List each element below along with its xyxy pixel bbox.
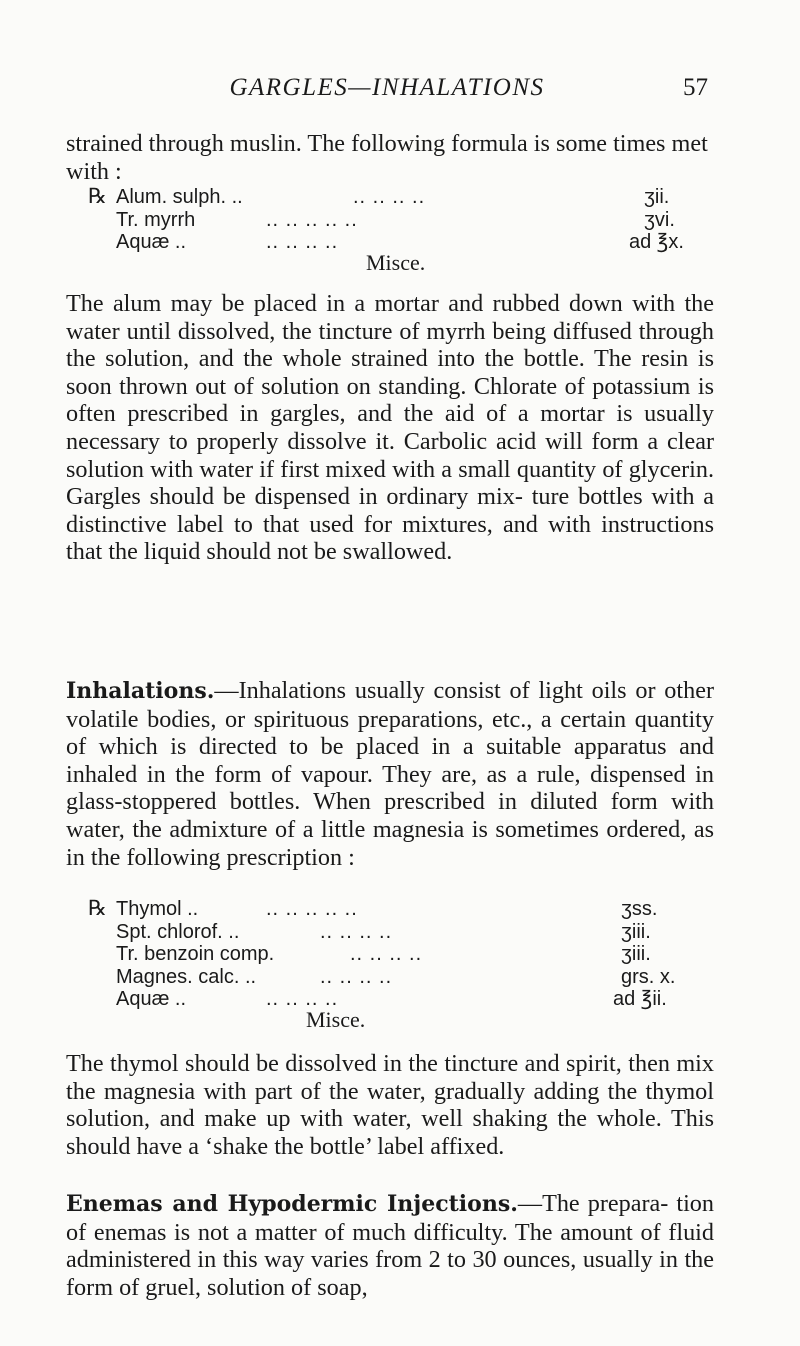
recipe-symbol: ℞ — [88, 896, 107, 920]
section-heading-enemas: Enemas and Hypodermic Injections. — [66, 1191, 518, 1217]
leader-dots: .. .. .. .. — [353, 186, 426, 208]
ingredient-quantity: ʒss. — [621, 898, 658, 920]
prescription-footer-line — [88, 1006, 738, 1034]
paragraph-enemas-text — [66, 1190, 714, 1301]
prescription-line — [88, 186, 728, 209]
paragraph-inhalations — [66, 677, 714, 871]
ingredient-quantity: grs. x. — [621, 965, 676, 988]
ingredient-name: Aquæ .. — [116, 231, 187, 253]
ingredient-name: Tr. benzoin comp. — [116, 943, 275, 965]
leader-dots: .. .. .. .. — [266, 988, 339, 1010]
paragraph-intro-text: strained through muslin. The following formula is some times met with : — [66, 130, 708, 185]
prescription-line — [88, 966, 738, 989]
ingredient-name: Tr. myrrh — [116, 208, 196, 231]
ingredient-quantity: ʒiii. — [621, 920, 651, 943]
ingredient-name: Spt. chlorof. .. — [116, 920, 240, 943]
ingredient-name: Aquæ .. — [116, 988, 187, 1010]
recipe-symbol: ℞ — [88, 184, 107, 208]
prescription-gargle — [88, 186, 728, 276]
paragraph-thymol — [66, 1050, 714, 1160]
leader-dots: .. .. .. .. .. — [266, 898, 358, 920]
running-head — [66, 74, 708, 114]
inhalations-body: —Inhalations usually consist of light oils or other volatile bodies, or spirituous preparations, etc., a certain quantity of which is directed to be placed in a suitable apparatus and inhaled in the form of vapour. They are, as a rule, dispensed in glass-stoppered bottles. When prescribed in diluted form with water, the admixture of a little magnesia is sometimes ordered, as in the following prescription : — [66, 677, 714, 871]
leader-dots: .. .. .. .. .. — [266, 208, 358, 231]
paragraph-gargles-text: The alum may be placed in a mortar and rubbed down with the water until dissolved, the tincture of myrrh being diffused through the solution, and the whole strained into the bottle. The resin is soon thrown out of solution on standing. Chlorate of potassium is often prescribed in gargles, and the aid of a mortar is usually necessary to properly dissolve it. Carbolic acid will form a clear solution with water if first mixed with a small quantity of glycerin. Gargles should be dispensed in ordinary mix- ture bottles with a distinctive label to that used for mixtures, and with instructions that the liquid should not be swallowed. — [66, 290, 714, 566]
page-number: 57 — [683, 74, 708, 101]
ingredient-quantity: ʒiii. — [621, 943, 651, 965]
leader-dots: .. .. .. .. — [320, 965, 393, 988]
prescription-footer-line — [88, 249, 728, 277]
ingredient-name: Alum. sulph. .. — [116, 186, 243, 208]
leader-dots: .. .. .. .. — [350, 943, 423, 965]
running-title: GARGLES—INHALATIONS — [229, 74, 545, 101]
prescription-line — [88, 921, 738, 944]
paragraph-thymol-text: The thymol should be dissolved in the tincture and spirit, then mix the magnesia with part of the water, gradually adding the thymol solution, and make up with water, well shaking the whole. This should have a ‘shake the bottle’ label affixed. — [66, 1050, 714, 1160]
ingredient-quantity: ad ℥x. — [629, 231, 684, 253]
misce-label: Misce. — [306, 1006, 366, 1032]
ingredient-quantity: ad ℥ii. — [613, 988, 667, 1010]
section-heading-inhalations: Inhalations. — [66, 678, 215, 704]
paragraph-inhalations-text — [66, 677, 714, 871]
leader-dots: .. .. .. .. — [320, 920, 393, 943]
ingredient-name: Thymol .. — [116, 898, 199, 920]
prescription-line — [88, 943, 738, 966]
prescription-line — [88, 988, 738, 1011]
ingredient-quantity: ʒii. — [644, 186, 670, 208]
leader-dots: .. .. .. .. — [266, 231, 339, 253]
ingredient-name: Magnes. calc. .. — [116, 965, 257, 988]
prescription-line — [88, 898, 738, 921]
enemas-body: —The prepara- tion of enemas is not a matter of much difficulty. The amount of fluid administered in this way varies from 2 to 30 ounces, usually in the form of gruel, solution of soap, — [66, 1190, 714, 1301]
paragraph-intro — [66, 130, 714, 185]
paragraph-gargles — [66, 290, 714, 566]
misce-label: Misce. — [366, 249, 426, 275]
prescription-inhalation — [88, 898, 738, 1033]
paragraph-enemas — [66, 1190, 714, 1301]
ingredient-quantity: ʒvi. — [644, 208, 675, 231]
prescription-line — [88, 209, 728, 232]
